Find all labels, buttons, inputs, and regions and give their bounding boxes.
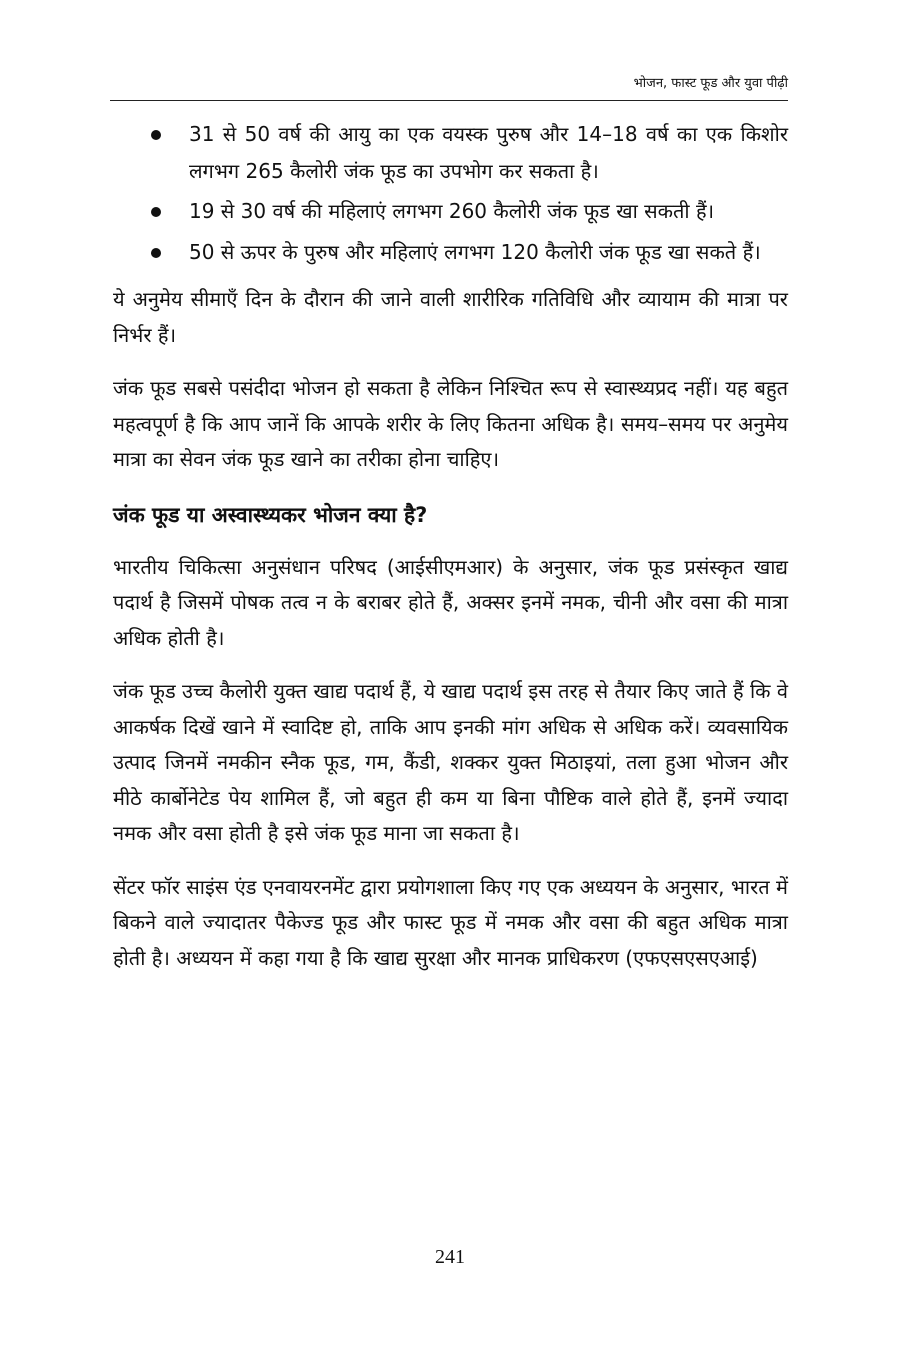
paragraph: सेंटर फॉर साइंस एंड एनवायरनमेंट द्वारा प्रयोगशाला किए गए एक अध्ययन के अनुसार, भारत में बिकने वाले ज्यादातर पैकेज्ड फूड और फास्ट फूड में नमक और वसा की बहुत अधिक मात्रा होती है। अध्ययन में कहा गया है कि खाद्य सुरक्षा और मानक प्राधिकरण (एफएसएसएआई) [113, 874, 788, 970]
paragraph: भारतीय चिकित्सा अनुसंधान परिषद (आईसीएमआर) के अनुसार, जंक फूड प्रसंस्कृत खाद्य पदार्थ है जिसमें पोषक तत्व न के बराबर होते हैं, अक्सर इनमें नमक, चीनी और वसा की मात्रा अधिक होती है। [113, 554, 788, 650]
page-body [113, 116, 788, 994]
bullet-icon [151, 207, 161, 217]
bullet-list [113, 116, 788, 270]
section-heading: जंक फूड या अस्वास्थ्यकर भोजन क्या है? [113, 502, 428, 527]
paragraph: ये अनुमेय सीमाएँ दिन के दौरान की जाने वाली शारीरिक गतिविधि और व्यायाम की मात्रा पर निर्भर हैं। [113, 287, 788, 347]
page-number: 241 [435, 1246, 465, 1268]
bullet-item [113, 116, 788, 189]
bullet-text: 31 से 50 वर्ष की आयु का एक वयस्क पुरुष और 14–18 वर्ष का एक किशोर लगभग 265 कैलोरी जंक फूड का उपभोग कर सकता है। [189, 122, 788, 183]
bullet-icon [151, 130, 161, 140]
paragraph: जंक फूड सबसे पसंदीदा भोजन हो सकता है लेकिन निश्चित रूप से स्वास्थ्यप्रद नहीं। यह बहुत महत्वपूर्ण है कि आप जानें कि आपके शरीर के लिए कितना अधिक है। समय–समय पर अनुमेय मात्रा का सेवन जंक फूड खाने का तरीका होना चाहिए। [113, 376, 788, 471]
header-rule [110, 100, 788, 101]
bullet-item [113, 234, 788, 271]
bullet-text: 50 से ऊपर के पुरुष और महिलाएं लगभग 120 कैलोरी जंक फूड खा सकते हैं। [189, 239, 761, 264]
bullet-icon [151, 248, 161, 258]
bullet-text: 19 से 30 वर्ष की महिलाएं लगभग 260 कैलोरी जंक फूड खा सकती हैं। [189, 199, 715, 223]
running-header: भोजन, फास्ट फूड और युवा पीढ़ी [633, 76, 788, 91]
bullet-item [113, 193, 788, 230]
paragraph: जंक फूड उच्च कैलोरी युक्त खाद्य पदार्थ हैं, ये खाद्य पदार्थ इस तरह से तैयार किए जाते हैं कि वे आकर्षक दिखें खाने में स्वादिष्ट हो, ताकि आप इनकी मांग अधिक से अधिक करें। व्यवसायिक उत्पाद जिनमें नमकीन स्नैक फूड, गम, कैंडी, शक्कर युक्त मिठाइयां, तला हुआ भोजन और मीठे कार्बोनेटेड पेय शामिल हैं, जो बहुत ही कम या बिना पौष्टिक वाले होते हैं, इनमें ज्यादा नमक और वसा होती है इसे जंक फूड माना जा सकता है। [113, 679, 788, 845]
